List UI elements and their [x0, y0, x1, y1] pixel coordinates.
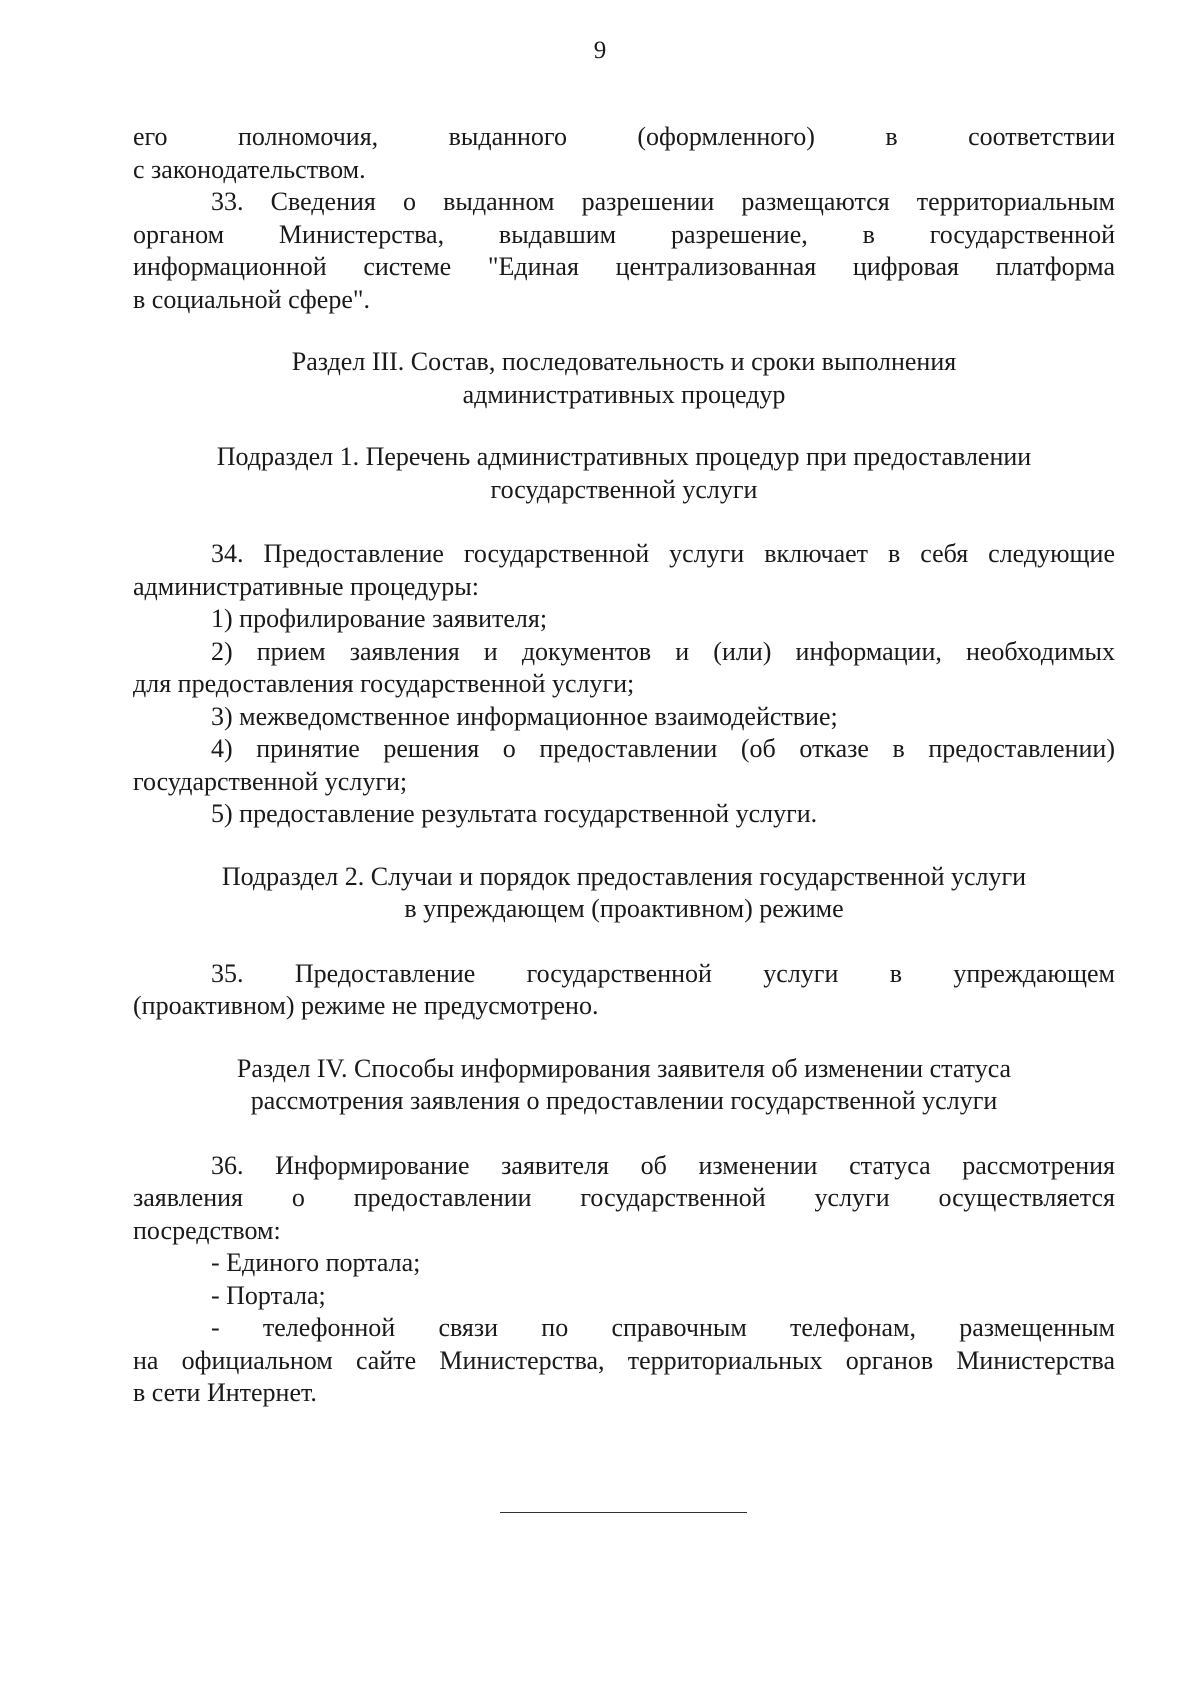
list-item-continuation: для предоставления государственной услуги;: [133, 669, 635, 698]
list-item: 1) профилирование заявителя;: [211, 604, 548, 633]
list-item: 3) межведомственное информационное взаимодействие;: [211, 701, 838, 731]
text-line: в социальной сфере".: [133, 284, 370, 314]
list-item: - Единого портала;: [211, 1248, 421, 1277]
heading-line: рассмотрения заявления о предоставлении государственной услуги: [250, 1086, 998, 1115]
heading-line: Раздел III. Состав, последовательность и сроки выполнения: [291, 347, 957, 376]
text-line: 33. Сведения о выданном разрешении размещаются территориальным: [211, 187, 1115, 216]
list-item: 2) прием заявления и документов и (или) информации, необходимых: [211, 636, 1115, 666]
text-line: 36. Информирование заявителя об изменении статуса рассмотрения: [211, 1150, 1115, 1180]
subsection-2-heading: [133, 861, 1115, 926]
text-line: посредством:: [133, 1215, 281, 1245]
subsection-1-heading: [133, 441, 1115, 506]
list-item: 4) принятие решения о предоставлении (об отказе в предоставлении): [211, 734, 1115, 763]
heading-line: в упреждающем (проактивном) режиме: [404, 894, 844, 923]
text-line: 35. Предоставление государственной услуги в упреждающем: [211, 958, 1115, 988]
paragraph-33: [133, 186, 1115, 316]
section-4-heading: [133, 1053, 1115, 1118]
list-item-continuation: в сети Интернет.: [133, 1378, 317, 1407]
list-item-continuation: государственной услуги;: [133, 766, 408, 796]
paragraph-35: [133, 958, 1115, 1023]
paragraph-34: [133, 538, 1115, 831]
list-item-continuation: на официальном сайте Министерства, территориальных органов Министерства: [133, 1345, 1115, 1375]
text-line: с законодательством.: [133, 154, 366, 184]
page-number: 9: [593, 37, 607, 64]
heading-line: Раздел IV. Способы информирования заявителя об изменении статуса: [236, 1053, 1012, 1083]
text-line: заявления о предоставлении государственной услуги осуществляется: [133, 1183, 1115, 1212]
heading-line: Подраздел 1. Перечень административных процедур при предоставлении: [216, 442, 1032, 471]
list-item: - телефонной связи по справочным телефонам, размещенным: [211, 1313, 1115, 1342]
text-line: (проактивном) режиме не предусмотрено.: [133, 991, 599, 1020]
text-line: информационной системе "Единая централизованная цифровая платформа: [133, 252, 1115, 281]
list-item: - Портала;: [211, 1280, 326, 1310]
text-line: его полномочия, выданного (оформленного) в соответствии: [133, 122, 1115, 151]
paragraph-36: [133, 1150, 1115, 1410]
heading-line: Подраздел 2. Случаи и порядок предоставления государственной услуги: [221, 861, 1027, 891]
section-3-heading: [133, 346, 1115, 411]
heading-line: государственной услуги: [490, 474, 758, 504]
paragraph-32-tail: [133, 121, 1115, 186]
text-line: 34. Предоставление государственной услуги включает в себя следующие: [211, 539, 1115, 568]
document-body: [133, 121, 1115, 1410]
heading-line: административных процедур: [462, 379, 786, 409]
text-line: органом Министерства, выдавшим разрешение, в государственной: [133, 219, 1115, 249]
text-line: административные процедуры:: [133, 571, 479, 601]
end-of-document-rule: [500, 1512, 747, 1513]
list-item: 5) предоставление результата государственной услуги.: [211, 799, 818, 828]
